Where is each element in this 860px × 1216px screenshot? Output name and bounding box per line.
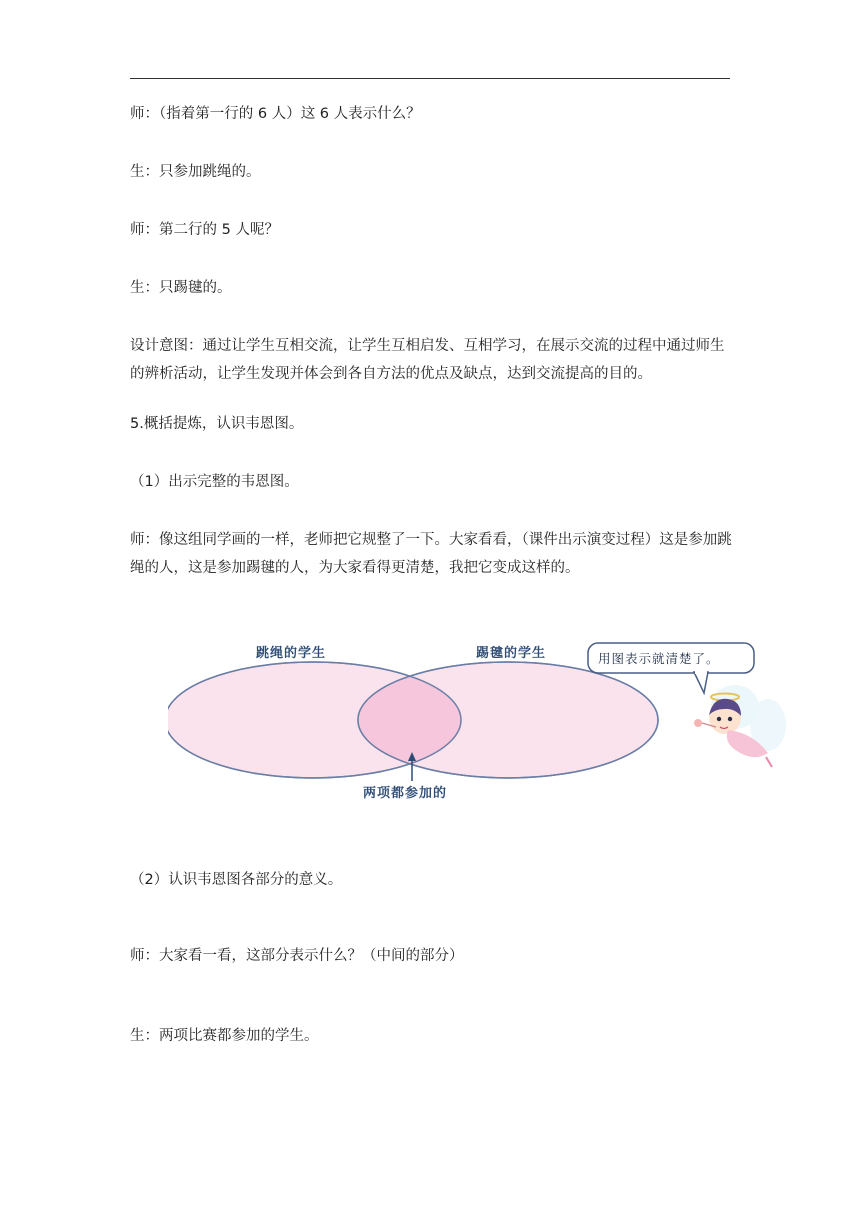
speech-bubble-text: 用图表示就清楚了。 (598, 651, 720, 666)
paragraph-1: 师：（指着第一行的 6 人）这 6 人表示什么？ (130, 106, 421, 122)
right-set-label: 踢毽的学生 (476, 646, 547, 661)
subsection-2: （2）认识韦恩图各部分的意义。 (130, 872, 343, 888)
angel-character-icon (694, 685, 786, 767)
paragraph-4: 生：只踢毽的。 (130, 280, 232, 296)
teacher-question: 师：大家看一看，这部分表示什么？（中间的部分） (130, 948, 464, 964)
left-set-label: 跳绳的学生 (256, 646, 327, 661)
intersection-label: 两项都参加的 (363, 786, 448, 801)
header-rule (130, 78, 730, 79)
venn-diagram (168, 615, 788, 815)
paragraph-3: 师：第二行的 5 人呢？ (130, 222, 279, 238)
design-intent-paragraph: 设计意图：通过让学生互相交流，让学生互相启发、互相学习，在展示交流的过程中通过师生的辨析活动，让学生发现并体会到各自方法的优点及缺点，达到交流提高的目的。 (130, 338, 725, 382)
student-answer: 生：两项比赛都参加的学生。 (130, 1028, 319, 1044)
paragraph-2: 生：只参加跳绳的。 (130, 164, 261, 180)
subsection-1: （1）出示完整的韦恩图。 (130, 474, 299, 490)
section-heading: 5.概括提炼，认识韦恩图。 (130, 416, 304, 432)
teacher-explanation: 师：像这组同学画的一样，老师把它规整了一下。大家看看，（课件出示演变过程）这是参加跳绳的人，这是参加踢毽的人，为大家看得更清楚，我把它变成这样的。 (130, 532, 732, 576)
